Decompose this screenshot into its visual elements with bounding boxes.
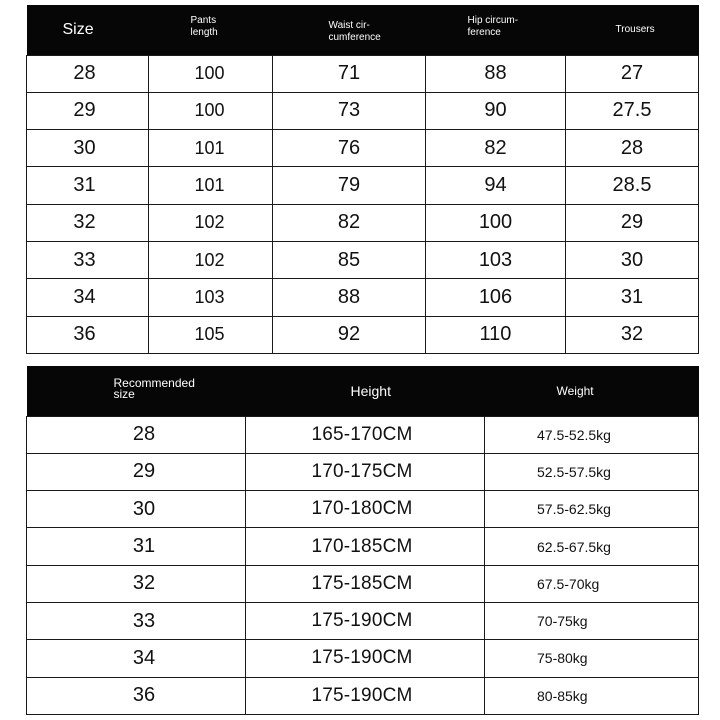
recommended-size-cell: 28 [27, 416, 246, 453]
header-weight: Weight [485, 366, 699, 416]
waist-cell: 85 [273, 241, 426, 278]
table-row [27, 92, 699, 129]
header-height: Height [246, 366, 485, 416]
recommended-size-cell: 31 [27, 528, 246, 565]
header-hip-circumference: Hip circum- ference [426, 5, 566, 55]
size-cell: 28 [27, 55, 149, 92]
height-cell: 165-170CM [246, 416, 485, 453]
table-row [27, 316, 699, 353]
weight-cell: 62.5-67.5kg [485, 528, 699, 565]
trousers-cell: 28 [566, 130, 699, 167]
table-row [27, 528, 699, 565]
pants-length-cell: 100 [149, 92, 273, 129]
table-row [27, 453, 699, 490]
table-row [27, 167, 699, 204]
weight-cell: 47.5-52.5kg [485, 416, 699, 453]
recommended-size-cell: 30 [27, 491, 246, 528]
table-row [27, 640, 699, 677]
weight-cell: 70-75kg [485, 602, 699, 639]
size-cell: 30 [27, 130, 149, 167]
table-row [27, 279, 699, 316]
hip-cell: 103 [426, 241, 566, 278]
trousers-cell: 29 [566, 204, 699, 241]
recommended-size-table [26, 366, 699, 715]
pants-length-cell: 103 [149, 279, 273, 316]
weight-cell: 57.5-62.5kg [485, 491, 699, 528]
weight-cell: 75-80kg [485, 640, 699, 677]
recommended-size-cell: 33 [27, 602, 246, 639]
size-chart-header-row [27, 5, 699, 55]
recommended-size-cell: 34 [27, 640, 246, 677]
table-row [27, 602, 699, 639]
hip-cell: 110 [426, 316, 566, 353]
size-cell: 34 [27, 279, 149, 316]
table-row [27, 241, 699, 278]
height-cell: 175-190CM [246, 677, 485, 714]
height-cell: 170-175CM [246, 453, 485, 490]
trousers-cell: 27.5 [566, 92, 699, 129]
recommended-size-cell: 29 [27, 453, 246, 490]
table-row [27, 55, 699, 92]
pants-length-cell: 105 [149, 316, 273, 353]
hip-cell: 88 [426, 55, 566, 92]
recommended-size-cell: 36 [27, 677, 246, 714]
table-row [27, 416, 699, 453]
hip-cell: 82 [426, 130, 566, 167]
recommended-header-row [27, 366, 699, 416]
weight-cell: 80-85kg [485, 677, 699, 714]
waist-cell: 71 [273, 55, 426, 92]
trousers-cell: 32 [566, 316, 699, 353]
size-chart-table [26, 5, 699, 354]
size-cell: 33 [27, 241, 149, 278]
size-cell: 29 [27, 92, 149, 129]
header-waist-circumference: Waist cir- cumference [273, 5, 426, 55]
pants-length-cell: 100 [149, 55, 273, 92]
hip-cell: 90 [426, 92, 566, 129]
header-trousers: Trousers [566, 5, 699, 55]
waist-cell: 82 [273, 204, 426, 241]
size-cell: 32 [27, 204, 149, 241]
height-cell: 170-185CM [246, 528, 485, 565]
pants-length-cell: 101 [149, 167, 273, 204]
header-recommended-size: Recommended size [27, 366, 246, 416]
waist-cell: 76 [273, 130, 426, 167]
table-row [27, 130, 699, 167]
height-cell: 175-190CM [246, 640, 485, 677]
height-cell: 170-180CM [246, 491, 485, 528]
trousers-cell: 31 [566, 279, 699, 316]
hip-cell: 106 [426, 279, 566, 316]
trousers-cell: 27 [566, 55, 699, 92]
hip-cell: 94 [426, 167, 566, 204]
header-size: Size [27, 5, 149, 55]
waist-cell: 88 [273, 279, 426, 316]
waist-cell: 73 [273, 92, 426, 129]
table-row [27, 565, 699, 602]
weight-cell: 67.5-70kg [485, 565, 699, 602]
waist-cell: 92 [273, 316, 426, 353]
height-cell: 175-190CM [246, 602, 485, 639]
weight-cell: 52.5-57.5kg [485, 453, 699, 490]
pants-length-cell: 101 [149, 130, 273, 167]
table-row [27, 204, 699, 241]
pants-length-cell: 102 [149, 241, 273, 278]
waist-cell: 79 [273, 167, 426, 204]
table-row [27, 491, 699, 528]
header-pants-length: Pants length [149, 5, 273, 55]
trousers-cell: 28.5 [566, 167, 699, 204]
size-cell: 36 [27, 316, 149, 353]
height-cell: 175-185CM [246, 565, 485, 602]
recommended-size-cell: 32 [27, 565, 246, 602]
size-cell: 31 [27, 167, 149, 204]
hip-cell: 100 [426, 204, 566, 241]
pants-length-cell: 102 [149, 204, 273, 241]
trousers-cell: 30 [566, 241, 699, 278]
table-row [27, 677, 699, 714]
